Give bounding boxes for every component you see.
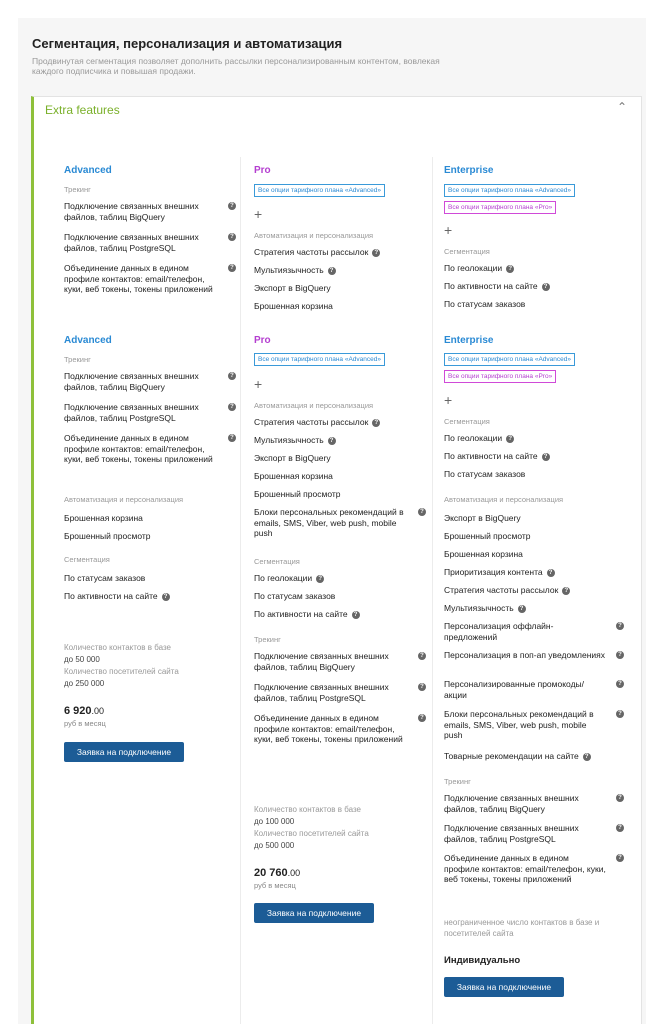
feature-bigquery: Подключение связанных внешних файлов, таблиц BigQuery ?	[254, 651, 426, 672]
feature-order-status: По статусам заказов	[444, 469, 526, 479]
feature-abandoned-view: Брошенный просмотр	[444, 531, 531, 541]
feature-postgresql: Подключение связанных внешних файлов, таблиц PostgreSQL ?	[64, 402, 236, 423]
price-period: руб в месяц	[254, 881, 296, 890]
section-label-segmentation: Сегментация	[444, 417, 490, 426]
plan-name-enterprise: Enterprise	[444, 335, 494, 346]
section-label-tracking: Трекинг	[254, 635, 281, 644]
help-icon[interactable]: ?	[352, 611, 360, 619]
includes-advanced-tag: Все опции тарифного плана «Advanced»	[444, 184, 575, 197]
feature-site-activity: По активности на сайте ?	[444, 281, 624, 292]
plan-name-pro: Pro	[254, 335, 271, 346]
section-label-tracking: Трекинг	[64, 355, 91, 364]
section-description: Продвинутая сегментация позволяет дополнить рассылки персонализированным контентом, вовлекая каждого подписчика и повышая продажи.	[32, 56, 440, 76]
feature-bigquery: Подключение связанных внешних файлов, таблиц BigQuery ?	[64, 371, 236, 392]
visitors-value: до 500 000	[254, 841, 295, 850]
apply-button-advanced[interactable]: Заявка на подключение	[64, 742, 184, 762]
section-label-tracking: Трекинг	[444, 777, 471, 786]
help-icon[interactable]: ?	[328, 267, 336, 275]
section-label-automation: Автоматизация и персонализация	[444, 495, 564, 504]
help-icon[interactable]: ?	[418, 508, 426, 516]
plus-icon: +	[444, 392, 453, 408]
feature-abandoned-cart: Брошенная корзина	[254, 471, 333, 481]
feature-multilingual: Мультиязычность ?	[254, 265, 426, 276]
feature-order-status: По статусам заказов	[254, 591, 336, 601]
feature-geolocation: По геолокации ?	[444, 433, 624, 444]
help-icon[interactable]: ?	[162, 593, 170, 601]
feature-bigquery: Подключение связанных внешних файлов, таблиц BigQuery ?	[64, 201, 236, 222]
feature-content-priority: Приоритизация контента ?	[444, 567, 624, 578]
feature-promo-codes: Персонализированные промокоды/акции ?	[444, 679, 624, 700]
section-label-segmentation: Сегментация	[64, 555, 110, 564]
contacts-label: Количество контактов в базе	[64, 643, 172, 652]
help-icon[interactable]: ?	[616, 680, 624, 688]
feature-site-activity: По активности на сайте ?	[254, 609, 426, 620]
feature-send-frequency: Стратегия частоты рассылок ?	[444, 585, 624, 596]
includes-pro-tag: Все опции тарифного плана «Pro»	[444, 201, 556, 214]
feature-order-status: По статусам заказов	[444, 299, 526, 309]
includes-pro-tag: Все опции тарифного плана «Pro»	[444, 370, 556, 383]
visitors-value: до 250 000	[64, 679, 105, 688]
price-pro: 20 760.00	[254, 867, 301, 879]
price-enterprise: Индивидуально	[444, 955, 521, 966]
plan-name-pro: Pro	[254, 165, 271, 176]
feature-popup-personalization: Персонализация в поп-ап уведомлениях ?	[444, 650, 624, 661]
help-icon[interactable]: ?	[616, 710, 624, 718]
section-title: Сегментация, персонализация и автоматизация	[32, 36, 343, 51]
help-icon[interactable]: ?	[372, 249, 380, 257]
feature-site-activity: По активности на сайте ?	[64, 591, 236, 602]
feature-geolocation: По геолокации ?	[254, 573, 426, 584]
plan-name-advanced: Advanced	[64, 165, 112, 176]
feature-site-activity: По активности на сайте ?	[444, 451, 624, 462]
feature-postgresql: Подключение связанных внешних файлов, таблиц PostgreSQL ?	[64, 232, 236, 253]
feature-recommendation-blocks: Блоки персональных рекомендаций в emails, SMS, Viber, web push, mobile push ?	[444, 709, 624, 741]
apply-button-pro[interactable]: Заявка на подключение	[254, 903, 374, 923]
column-divider	[432, 157, 433, 1024]
feature-abandoned-cart: Брошенная корзина	[444, 549, 523, 559]
plan-name-enterprise: Enterprise	[444, 165, 494, 176]
help-icon[interactable]: ?	[616, 622, 624, 630]
help-icon[interactable]: ?	[418, 683, 426, 691]
page-background	[18, 18, 646, 1024]
unlimited-note: неограниченное число контактов в базе и посетителей сайта	[444, 918, 600, 938]
feature-send-frequency: Стратегия частоты рассылок ?	[254, 247, 426, 258]
feature-postgresql: Подключение связанных внешних файлов, таблиц PostgreSQL ?	[444, 823, 624, 844]
help-icon[interactable]: ?	[328, 437, 336, 445]
chevron-up-icon[interactable]: ⌃	[616, 100, 627, 114]
help-icon[interactable]: ?	[506, 435, 514, 443]
section-label-automation: Автоматизация и персонализация	[254, 401, 374, 410]
feature-export-bigquery: Экспорт в BigQuery	[444, 513, 521, 523]
contacts-value: до 100 000	[254, 817, 295, 826]
feature-abandoned-cart: Брошенная корзина	[64, 513, 143, 523]
feature-merge-profiles: Объединение данных в едином профиле контактов: email/телефон, куки, веб токены, токены приложений ?	[64, 263, 236, 295]
includes-advanced-tag: Все опции тарифного плана «Advanced»	[444, 353, 575, 366]
help-icon[interactable]: ?	[616, 651, 624, 659]
help-icon[interactable]: ?	[616, 854, 624, 862]
help-icon[interactable]: ?	[372, 419, 380, 427]
feature-postgresql: Подключение связанных внешних файлов, таблиц PostgreSQL ?	[254, 682, 426, 703]
feature-merge-profiles: Объединение данных в едином профиле контактов: email/телефон, куки, веб токены, токены приложений ?	[254, 713, 426, 745]
feature-export-bigquery: Экспорт в BigQuery	[254, 283, 331, 293]
plan-name-advanced: Advanced	[64, 335, 112, 346]
plus-icon: +	[444, 222, 453, 238]
feature-multilingual: Мультиязычность ?	[444, 603, 624, 614]
extra-features-panel	[31, 96, 642, 1024]
section-label-automation: Автоматизация и персонализация	[64, 495, 184, 504]
help-icon[interactable]: ?	[562, 587, 570, 595]
feature-abandoned-cart: Брошенная корзина	[254, 301, 333, 311]
help-icon[interactable]: ?	[228, 202, 236, 210]
help-icon[interactable]: ?	[228, 264, 236, 272]
help-icon[interactable]: ?	[547, 569, 555, 577]
help-icon[interactable]: ?	[583, 753, 591, 761]
feature-abandoned-view: Брошенный просмотр	[254, 489, 341, 499]
plus-icon: +	[254, 206, 263, 222]
feature-multilingual: Мультиязычность ?	[254, 435, 426, 446]
help-icon[interactable]: ?	[542, 283, 550, 291]
help-icon[interactable]: ?	[418, 714, 426, 722]
help-icon[interactable]: ?	[418, 652, 426, 660]
visitors-label: Количество посетителей сайта	[254, 829, 369, 838]
visitors-label: Количество посетителей сайта	[64, 667, 179, 676]
feature-merge-profiles: Объединение данных в едином профиле контактов: email/телефон, куки, веб токены, токены приложений ?	[444, 853, 624, 885]
help-icon[interactable]: ?	[542, 453, 550, 461]
help-icon[interactable]: ?	[518, 605, 526, 613]
section-label-segmentation: Сегментация	[254, 557, 300, 566]
feature-export-bigquery: Экспорт в BigQuery	[254, 453, 331, 463]
feature-merge-profiles: Объединение данных в едином профиле контактов: email/телефон, куки, веб токены, токены приложений ?	[64, 433, 236, 465]
plus-icon: +	[254, 376, 263, 392]
section-label-segmentation: Сегментация	[444, 247, 490, 256]
feature-geolocation: По геолокации ?	[444, 263, 624, 274]
price-advanced: 6 920.00	[64, 705, 105, 717]
help-icon[interactable]: ?	[616, 824, 624, 832]
section-label-tracking: Трекинг	[64, 185, 91, 194]
help-icon[interactable]: ?	[228, 403, 236, 411]
help-icon[interactable]: ?	[228, 372, 236, 380]
contacts-label: Количество контактов в базе	[254, 805, 362, 814]
help-icon[interactable]: ?	[316, 575, 324, 583]
feature-send-frequency: Стратегия частоты рассылок ?	[254, 417, 426, 428]
help-icon[interactable]: ?	[616, 794, 624, 802]
feature-recommendation-blocks: Блоки персональных рекомендаций в emails, SMS, Viber, web push, mobile push ?	[254, 507, 426, 539]
price-period: руб в месяц	[64, 719, 106, 728]
panel-title[interactable]: Extra features	[45, 103, 120, 117]
section-label-automation: Автоматизация и персонализация	[254, 231, 374, 240]
feature-abandoned-view: Брошенный просмотр	[64, 531, 151, 541]
feature-offline-offers: Персонализация оффлайн-предложений ?	[444, 621, 624, 642]
contacts-value: до 50 000	[64, 655, 100, 664]
column-divider	[240, 157, 241, 1024]
apply-button-enterprise[interactable]: Заявка на подключение	[444, 977, 564, 997]
help-icon[interactable]: ?	[228, 233, 236, 241]
help-icon[interactable]: ?	[506, 265, 514, 273]
help-icon[interactable]: ?	[228, 434, 236, 442]
includes-advanced-tag: Все опции тарифного плана «Advanced»	[254, 184, 385, 197]
includes-advanced-tag: Все опции тарифного плана «Advanced»	[254, 353, 385, 366]
feature-order-status: По статусам заказов	[64, 573, 146, 583]
feature-bigquery: Подключение связанных внешних файлов, таблиц BigQuery ?	[444, 793, 624, 814]
feature-product-recommendations: Товарные рекомендации на сайте ?	[444, 751, 624, 762]
